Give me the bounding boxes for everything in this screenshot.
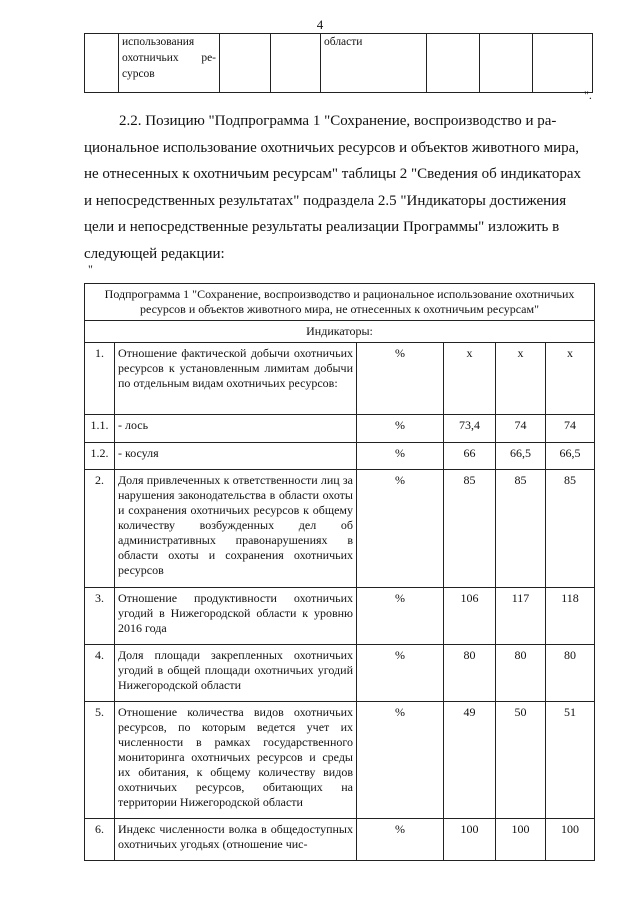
row-value: 100 bbox=[546, 819, 595, 861]
opening-quote: " bbox=[88, 262, 93, 276]
row-number: 1.1. bbox=[85, 415, 115, 443]
cell bbox=[427, 34, 480, 93]
row-text: Отношение фактической добычи охотничьих ресурсов к установленным лимитам добычи по отдельным видам охотничьих ресурсов: bbox=[115, 343, 357, 415]
cell bbox=[533, 34, 593, 93]
row-value: 118 bbox=[546, 588, 595, 645]
row-text: - косуля bbox=[115, 443, 357, 470]
table-row bbox=[85, 415, 595, 443]
row-number: 6. bbox=[85, 819, 115, 861]
paragraph-line: 2.2. Позицию "Подпрограмма 1 "Сохранение, воспроизводство и ра- bbox=[119, 113, 557, 129]
closing-quote: ". bbox=[584, 88, 592, 102]
row-value: 49 bbox=[444, 702, 496, 819]
cell bbox=[480, 34, 533, 93]
cell bbox=[85, 34, 119, 93]
paragraph-line: циональное использование охотничьих ресурсов и объектов животного мира, bbox=[84, 139, 580, 156]
row-value: х bbox=[444, 343, 496, 415]
row-value: 80 bbox=[546, 645, 595, 702]
cell-text: использования охотничьих ре-сурсов bbox=[119, 34, 220, 93]
indicators-header: Индикаторы: bbox=[85, 321, 595, 343]
row-value: 66,5 bbox=[546, 443, 595, 470]
row-value: 66,5 bbox=[496, 443, 546, 470]
row-number: 3. bbox=[85, 588, 115, 645]
cell bbox=[220, 34, 271, 93]
row-unit: % bbox=[357, 415, 444, 443]
paragraph-line: и непосредственных результатах" подраздела 2.5 "Индикаторы достижения bbox=[84, 192, 567, 209]
cell bbox=[271, 34, 321, 93]
amendment-paragraph bbox=[84, 108, 594, 268]
row-value: 100 bbox=[496, 819, 546, 861]
row-unit: % bbox=[357, 470, 444, 588]
row-unit: % bbox=[357, 645, 444, 702]
row-value: 73,4 bbox=[444, 415, 496, 443]
row-value: 85 bbox=[444, 470, 496, 588]
subprogram-title: Подпрограмма 1 "Сохранение, воспроизводство и рациональное использование охотничьих ресурсов и объектов животного мира, не отнесенных к охотничьим ресурсам" bbox=[85, 284, 595, 321]
row-unit: % bbox=[357, 443, 444, 470]
row-number: 5. bbox=[85, 702, 115, 819]
row-text: Доля площади закрепленных охотничьих угодий в общей площади охотничьих угодий Нижегородской области bbox=[115, 645, 357, 702]
indicators-table bbox=[84, 283, 595, 861]
row-value: 80 bbox=[444, 645, 496, 702]
continued-table bbox=[84, 33, 593, 93]
row-unit: % bbox=[357, 819, 444, 861]
row-value: 106 bbox=[444, 588, 496, 645]
row-value: 50 bbox=[496, 702, 546, 819]
row-text: Отношение количества видов охотничьих ресурсов, по которым ведется учет их численности в рамках государственного мониторинга охотничьих ресурсов и среды их обитания, к общему количеству видов охотничьих ресурсов, обитающих на территории Нижегородской области bbox=[115, 702, 357, 819]
row-value: 74 bbox=[546, 415, 595, 443]
row-value: 85 bbox=[546, 470, 595, 588]
row-unit: % bbox=[357, 702, 444, 819]
row-value: 117 bbox=[496, 588, 546, 645]
row-number: 2. bbox=[85, 470, 115, 588]
row-unit: % bbox=[357, 343, 444, 415]
row-value: 51 bbox=[546, 702, 595, 819]
paragraph-line: цели и непосредственные результаты реализации Программы" изложить в bbox=[84, 219, 560, 236]
row-number: 4. bbox=[85, 645, 115, 702]
row-text: Отношение продуктивности охотничьих угодий в Нижегородской области к уровню 2016 года bbox=[115, 588, 357, 645]
row-value: 80 bbox=[496, 645, 546, 702]
row-text: Индекс численности волка в общедоступных охотничьих угодьях (отношение чис- bbox=[115, 819, 357, 861]
table-row bbox=[85, 470, 595, 588]
row-value: 74 bbox=[496, 415, 546, 443]
row-value: 85 bbox=[496, 470, 546, 588]
table-row bbox=[85, 443, 595, 470]
row-unit: % bbox=[357, 588, 444, 645]
table-row bbox=[85, 645, 595, 702]
row-number: 1.2. bbox=[85, 443, 115, 470]
table-row bbox=[85, 588, 595, 645]
row-text: Доля привлеченных к ответственности лиц за нарушения законодательства в области охоты и сохранения охотничьих ресурсов к общему количеству возбужденных дел об административных правонарушениях в области охоты и сохранения охотничьих ресурсов bbox=[115, 470, 357, 588]
row-value: 66 bbox=[444, 443, 496, 470]
row-value: 100 bbox=[444, 819, 496, 861]
paragraph-line: следующей редакции: bbox=[84, 245, 225, 262]
row-value: х bbox=[496, 343, 546, 415]
table-row bbox=[85, 702, 595, 819]
row-value: х bbox=[546, 343, 595, 415]
row-number: 1. bbox=[85, 343, 115, 415]
cell-region: области bbox=[321, 34, 427, 93]
table-row bbox=[85, 819, 595, 861]
row-text: - лось bbox=[115, 415, 357, 443]
table-row bbox=[85, 343, 595, 415]
paragraph-line: не отнесенных к охотничьим ресурсам" таблицы 2 "Сведения об индикаторах bbox=[84, 166, 582, 183]
page-number: 4 bbox=[316, 17, 324, 32]
